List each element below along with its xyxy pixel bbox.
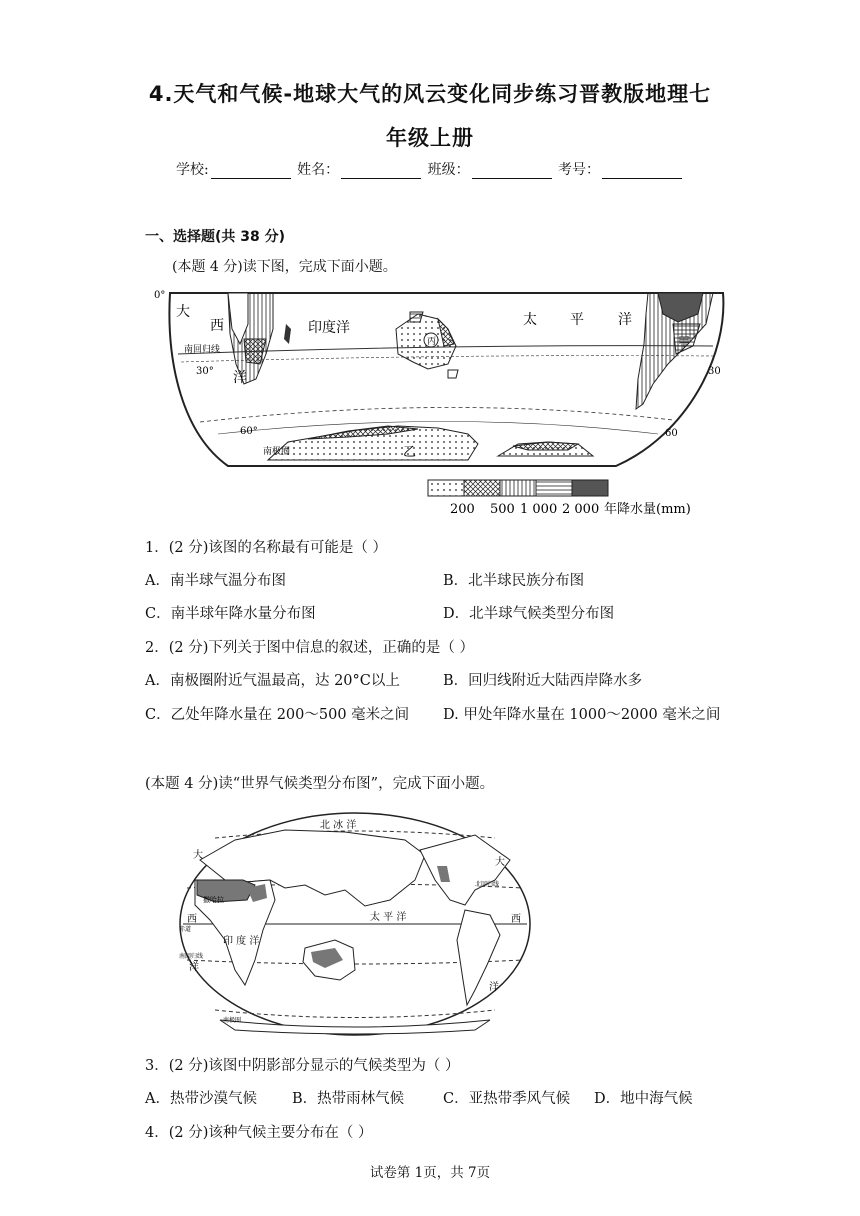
q1-option-a[interactable]: A．南半球气温分布图 — [145, 573, 286, 589]
school-label: 学校: — [175, 162, 209, 178]
map1-yi-label: 乙 — [403, 445, 417, 460]
map1-pacific-2: 平 — [570, 312, 584, 328]
exam-no-label: 考号： — [558, 162, 601, 178]
q2-option-b[interactable]: B．回归线附近大陆西岸降水多 — [443, 673, 643, 689]
q3-option-d[interactable]: D．地中海气候 — [594, 1091, 693, 1107]
map1-polar-label: 南极圈 — [263, 447, 291, 457]
map2-pacific-label: 太 平 洋 — [370, 912, 407, 923]
map1-lat30-left: 30° — [196, 366, 214, 377]
group1-intro: (本题 4 分)读下图，完成下面小题。 — [172, 259, 397, 275]
q3-option-b[interactable]: B．热带雨林气候 — [292, 1091, 405, 1107]
q2-option-a[interactable]: A．南极圈附近气温最高，达 20°C以上 — [145, 673, 400, 689]
q3-option-c[interactable]: C．亚热带季风气候 — [443, 1091, 571, 1107]
map2-atlantic-right-2: 西 — [511, 914, 521, 925]
map1-atlantic-3: 洋 — [233, 370, 247, 386]
map1-legend-1000: 1 000 — [520, 502, 558, 517]
class-label: 班级： — [427, 162, 470, 178]
map-world-climate — [175, 810, 535, 1038]
map1-legend-2000: 2 000 — [562, 502, 600, 517]
name-blank[interactable] — [341, 164, 421, 179]
student-info — [0, 159, 860, 179]
map2-tropic-s-label: 南回归线 — [179, 953, 204, 960]
map1-pacific-1: 太 — [523, 312, 537, 328]
map1-lat30-right: 30 — [708, 366, 721, 377]
map1-legend-500: 500 — [490, 502, 515, 517]
q2-option-d[interactable]: D. 甲处年降水量在 1000～2000 毫米之间 — [443, 707, 721, 723]
exam-no-blank[interactable] — [602, 164, 682, 179]
class-blank[interactable] — [472, 164, 552, 179]
map2-tropic-n-label: 北回归线 — [475, 881, 500, 888]
map1-lat60-left: 60° — [240, 426, 258, 437]
map2-equator-label: 赤道 — [179, 926, 192, 933]
group2-intro: (本题 4 分)读“世界气候类型分布图”，完成下面小题。 — [145, 776, 495, 792]
page-footer: 试卷第 1页，共 7页 — [369, 1165, 491, 1181]
map1-atlantic-1: 大 — [176, 304, 190, 320]
map2-indian-label: 印 度 洋 — [223, 936, 260, 947]
map2-atlantic-left-3: 洋 — [189, 962, 199, 973]
map1-tropic-label: 南回归线 — [184, 345, 221, 355]
map2-arctic-label: 北 冰 洋 — [320, 820, 357, 831]
q1-stem: 1．(2 分)该图的名称最有可能是（ ） — [145, 540, 387, 556]
q1-option-d[interactable]: D．北半球气候类型分布图 — [443, 606, 615, 622]
q1-option-b[interactable]: B．北半球民族分布图 — [443, 573, 585, 589]
map1-legend-label: 年降水量(mm) — [604, 502, 691, 517]
map1-pacific-3: 洋 — [618, 312, 632, 328]
q3-option-a[interactable]: A．热带沙漠气候 — [145, 1091, 257, 1107]
q2-option-c[interactable]: C．乙处年降水量在 200～500 毫米之间 — [145, 707, 410, 723]
map1-lat60-right: 60 — [665, 428, 678, 439]
map2-atlantic-left-2: 西 — [187, 914, 197, 925]
map2-sahara-label: 撒哈拉 — [203, 896, 224, 904]
map1-legend-200: 200 — [450, 502, 475, 517]
document-title-line2: 年级上册 — [386, 126, 474, 150]
section-heading: 一、选择题(共 38 分) — [145, 229, 286, 245]
map1-jia-label: 甲 — [678, 335, 691, 349]
map2-atlantic-right-1: 大 — [495, 857, 505, 868]
map-southern-precipitation — [148, 284, 733, 520]
name-label: 姓名： — [297, 162, 340, 178]
q2-stem: 2．(2 分)下列关于图中信息的叙述，正确的是（ ） — [145, 640, 474, 656]
map1-legend — [428, 480, 691, 517]
document-title-line1: 4.天气和气候-地球大气的风云变化同步练习晋教版地理七 — [148, 82, 712, 106]
q4-stem: 4．(2 分)该种气候主要分布在（ ） — [145, 1125, 373, 1141]
map1-lat-0: 0° — [154, 290, 166, 301]
map1-indian-label: 印度洋 — [308, 320, 350, 336]
map2-atlantic-right-3: 洋 — [489, 982, 499, 993]
school-blank[interactable] — [211, 164, 291, 179]
map2-polar-s-label: 南极圈 — [223, 1017, 242, 1024]
q1-option-c[interactable]: C．南半球年降水量分布图 — [145, 606, 316, 622]
map1-atlantic-2: 西 — [210, 318, 224, 334]
map2-atlantic-left-1: 大 — [193, 850, 203, 861]
q3-stem: 3．(2 分)该图中阴影部分显示的气候类型为（ ） — [145, 1058, 460, 1074]
map1-bing-label: 丙 — [427, 337, 437, 347]
